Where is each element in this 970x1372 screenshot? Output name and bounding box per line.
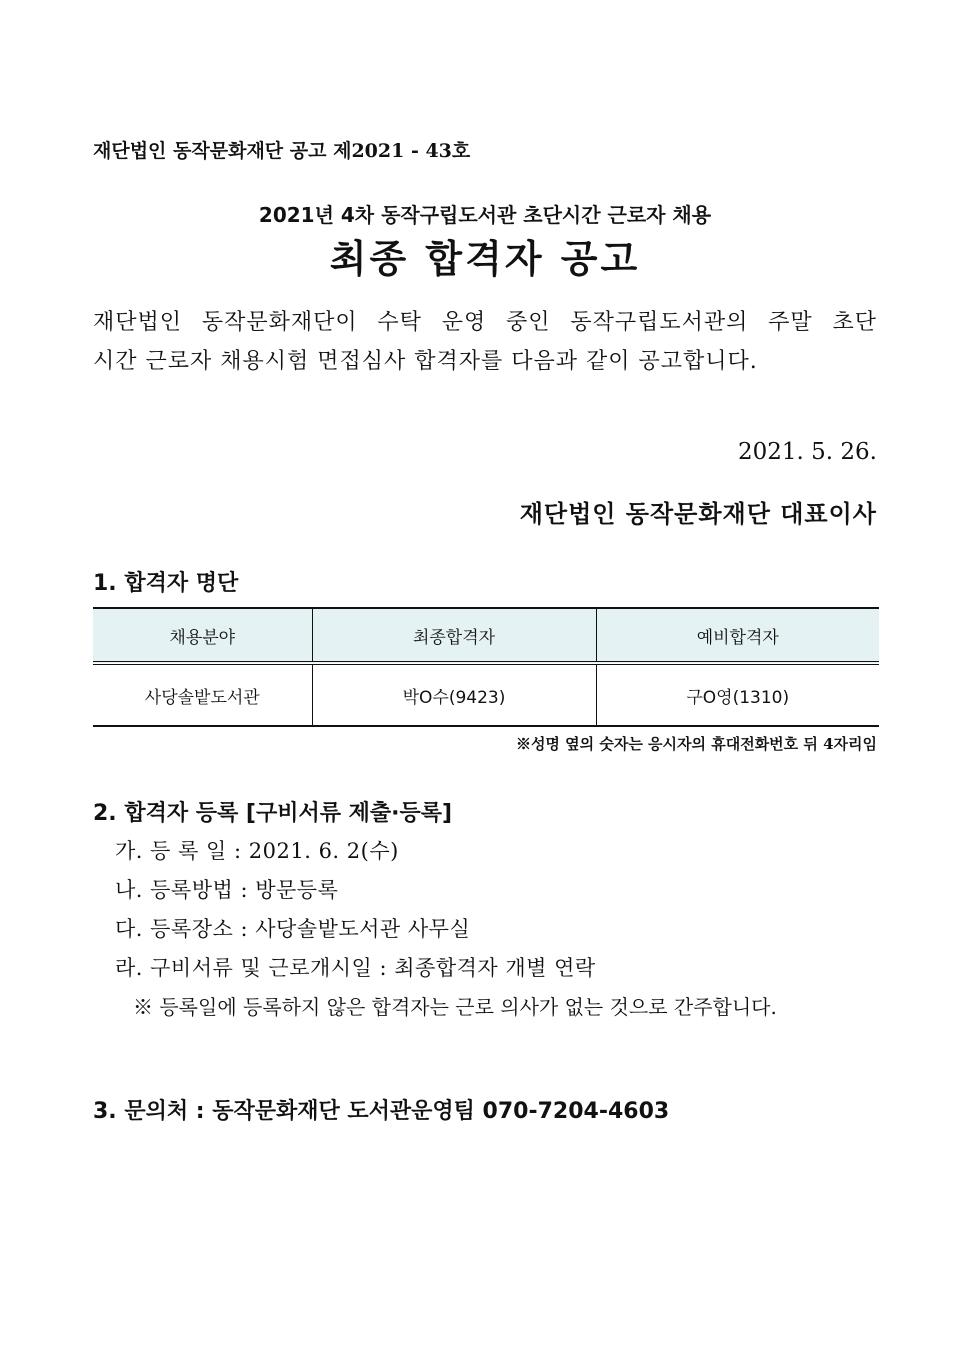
intro-line-2: 시간 근로자 채용시험 면접심사 합격자를 다음과 같이 공고합니다. [93, 349, 758, 374]
table-footnote: ※성명 옆의 숫자는 응시자의 휴대전화번호 뒤 4자리임 [515, 735, 877, 753]
section-1-heading: 1. 합격자 명단 [93, 571, 239, 596]
registration-item: 다. 등록장소 : 사당솔밭도서관 사무실 [115, 917, 471, 941]
document-subtitle: 2021년 4차 동작구립도서관 초단시간 근로자 채용 [258, 203, 712, 227]
section-3-contact: 3. 문의처 : 동작문화재단 도서관운영팀 070-7204-4603 [93, 1099, 670, 1124]
intro-line-1: 재단법인 동작문화재단이 수탁 운영 중인 동작구립도서관의 주말 초단 [93, 310, 877, 335]
table-header-cell: 예비합격자 [596, 608, 879, 663]
issuer-name: 재단법인 동작문화재단 대표이사 [519, 499, 877, 528]
table-header-row [93, 608, 879, 663]
document-title: 최종 합격자 공고 [329, 237, 641, 281]
registration-item: 라. 구비서류 및 근로개시일 : 최종합격자 개별 연락 [115, 956, 596, 980]
table-header-cell: 최종합격자 [312, 608, 596, 663]
notice-number: 재단법인 동작문화재단 공고 제2021 - 43호 [93, 140, 471, 162]
table-header-cell: 채용분야 [93, 608, 312, 663]
table-cell: 구O영(1310) [596, 663, 879, 726]
table-cell: 박O수(9423) [312, 663, 596, 726]
registration-item: 가. 등 록 일 : 2021. 6. 2(수) [115, 839, 399, 863]
document-date: 2021. 5. 26. [738, 439, 877, 465]
section-2-heading: 2. 합격자 등록 [구비서류 제출·등록] [93, 801, 453, 826]
registration-note: ※ 등록일에 등록하지 않은 합격자는 근로 의사가 없는 것으로 간주합니다. [133, 995, 777, 1019]
table-row [93, 663, 879, 726]
passer-list-table [93, 607, 879, 727]
registration-item: 나. 등록방법 : 방문등록 [115, 878, 339, 902]
table-cell: 사당솔밭도서관 [93, 663, 312, 726]
